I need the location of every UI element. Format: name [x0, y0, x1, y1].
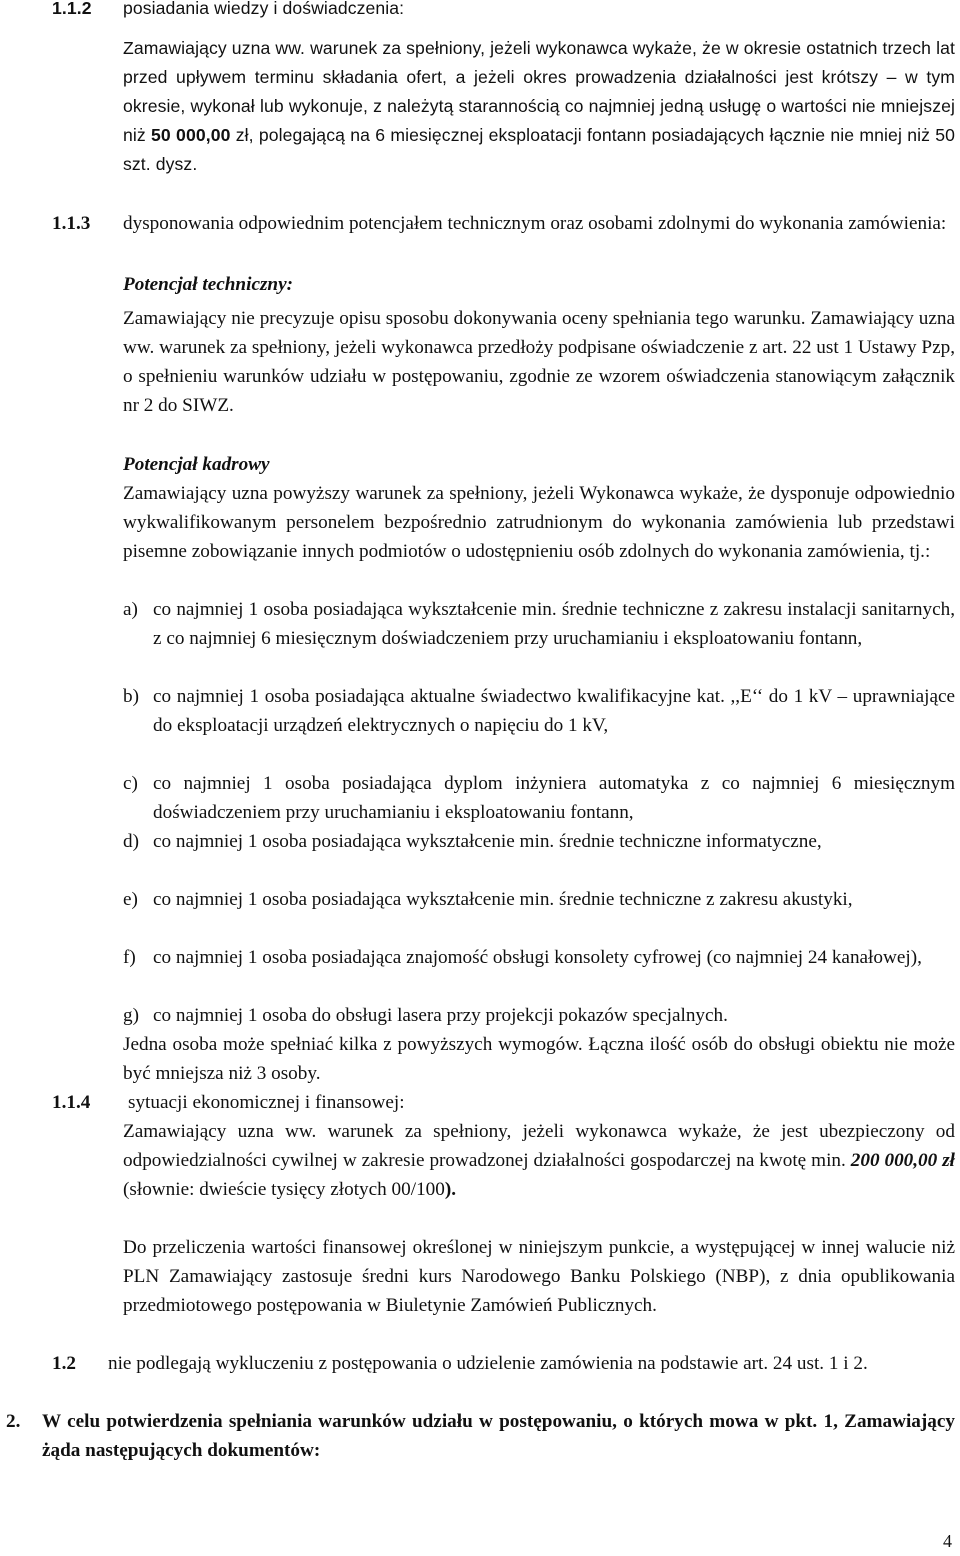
list-item-text: co najmniej 1 osoba do obsługi lasera przy projekcji pokazów specjalnych. [153, 1005, 728, 1026]
page-number: 4 [943, 1531, 952, 1551]
paragraph-experience [123, 34, 955, 179]
list-item-text: co najmniej 1 osoba posiadająca aktualne świadectwo kwalifikacyjne kat. ,,E‘‘ do 1 kV – uprawniające do eksploatacji urządzeń elektrycznych o napięciu do 1 kV, [153, 686, 955, 736]
list-item-text: co najmniej 1 osoba posiadająca znajomość obsługi konsolety cyfrowej (co najmniej 24 kanałowej), [153, 947, 922, 968]
section-heading-1-1-2: posiadania wiedzy i doświadczenia: [123, 0, 405, 18]
insurance-amount: 200 000,00 zł [850, 1150, 955, 1171]
list-item-label: c) [123, 773, 138, 794]
section-heading-1-1-3: dysponowania odpowiednim potencjałem technicznym oraz osobami zdolnymi do wykonania zamówienia: [123, 213, 947, 234]
section-number-1-1-3: 1.1.3 [52, 213, 91, 234]
technical-potential-paragraph: Zamawiający nie precyzuje opisu sposobu dokonywania oceny spełniania tego warunku. Zamawiający uzna ww. warunek za spełniony, jeżeli wykonawca przedłoży podpisane oświadczenie z art. 22 ust 1 Ustawy Pzp, o spełnieniu warunków udziału w postępowaniu, zgodnie ze wzorem oświadczenia stanowiącym załącznik nr 2 do SIWZ. [123, 308, 955, 416]
min-value-amount: 50 000,00 [151, 125, 231, 145]
list-item-label: g) [123, 1005, 139, 1026]
list-item-text: co najmniej 1 osoba posiadająca dyplom inżyniera automatyka z co najmniej 6 miesięcznym doświadczeniem przy uruchamianiu i eksploatowaniu fontann, [153, 773, 955, 823]
paragraph-insurance-text: Zamawiający uzna ww. warunek za spełniony, jeżeli wykonawca wykaże, że jest ubezpieczony od odpowiedzialności cywilnej w zakresie prowadzonej działalności gospodarczej na kwotę min. [123, 1121, 955, 1171]
paragraph-currency: Do przeliczenia wartości finansowej określonej w niniejszym punkcie, a występującej w innej walucie niż PLN Zamawiający zastosuje średni kurs Narodowego Banku Polskiego (NBP), z dnia opublikowania przedmiotowego postępowania w Biuletynie Zamówień Publicznych. [123, 1237, 955, 1316]
list-item-label: d) [123, 831, 139, 852]
list-item-text: co najmniej 1 osoba posiadająca wykształcenie min. średnie techniczne z zakresu akustyki, [153, 889, 853, 910]
section-2-text: W celu potwierdzenia spełniania warunków udziału w postępowaniu, o których mowa w pkt. 1, Zamawiający żąda następujących dokumentów: [42, 1411, 955, 1461]
list-item-label: e) [123, 889, 138, 910]
section-number-2: 2. [6, 1411, 21, 1432]
paragraph-experience-end: zł, polegającą na 6 miesięcznej eksploatacji fontann posiadających łącznie nie mniej niż 50 szt. dysz. [123, 125, 956, 174]
technical-potential-title: Potencjał techniczny: [123, 274, 293, 295]
section-number-1-1-2: 1.1.2 [52, 0, 92, 18]
list-item-label: a) [123, 599, 138, 620]
paragraph-insurance-mid: (słownie: dwieście tysięcy złotych 00/100 [123, 1179, 445, 1200]
list-item-label: b) [123, 686, 139, 707]
list-item-text: co najmniej 1 osoba posiadająca wykształcenie min. średnie techniczne z zakresu instalacji sanitarnych, z co najmniej 6 miesięcznym doświadczeniem przy uruchamianiu i eksploatowaniu fontann, [153, 599, 955, 649]
section-number-1-1-4: 1.1.4 [52, 1092, 91, 1113]
staff-closing-paragraph: Jedna osoba może spełniać kilka z powyższych wymogów. Łączna ilość osób do obsługi obiektu nie może być mniejsza niż 3 osoby. [123, 1034, 955, 1084]
staff-potential-paragraph: Zamawiający uzna powyższy warunek za spełniony, jeżeli Wykonawca wykaże, że dysponuje odpowiednio wykwalifikowanym personelem bezpośrednio zatrudnionym do wykonania zamówienia lub przedstawi pisemne zobowiązanie innych podmiotów o udostępnieniu osób zdolnych do wykonania zamówienia, tj.: [123, 483, 955, 562]
paragraph-insurance [123, 1117, 955, 1204]
section-number-1-2: 1.2 [52, 1353, 76, 1374]
paragraph-insurance-end: ). [444, 1179, 457, 1200]
list-item-label: f) [123, 947, 136, 968]
list-item-text: co najmniej 1 osoba posiadająca wykształcenie min. średnie techniczne informatyczne, [153, 831, 822, 852]
staff-potential-title: Potencjał kadrowy [123, 454, 270, 475]
section-heading-1-1-4: sytuacji ekonomicznej i finansowej: [128, 1092, 405, 1113]
section-1-2-text: nie podlegają wykluczeniu z postępowania o udzielenie zamówienia na podstawie art. 24 ust. 1 i 2. [108, 1353, 868, 1374]
paragraph-experience-text: Zamawiający uzna ww. warunek za spełniony, jeżeli wykonawca wykaże, że w okresie ostatnich trzech lat przed upływem terminu składania ofert, a jeżeli okres prowadzenia działalności jest krótszy – w tym okresie, wykonał lub wykonuje, z należytą starannością co najmniej jedną usługę o wartości nie mniejszej niż [123, 38, 955, 145]
